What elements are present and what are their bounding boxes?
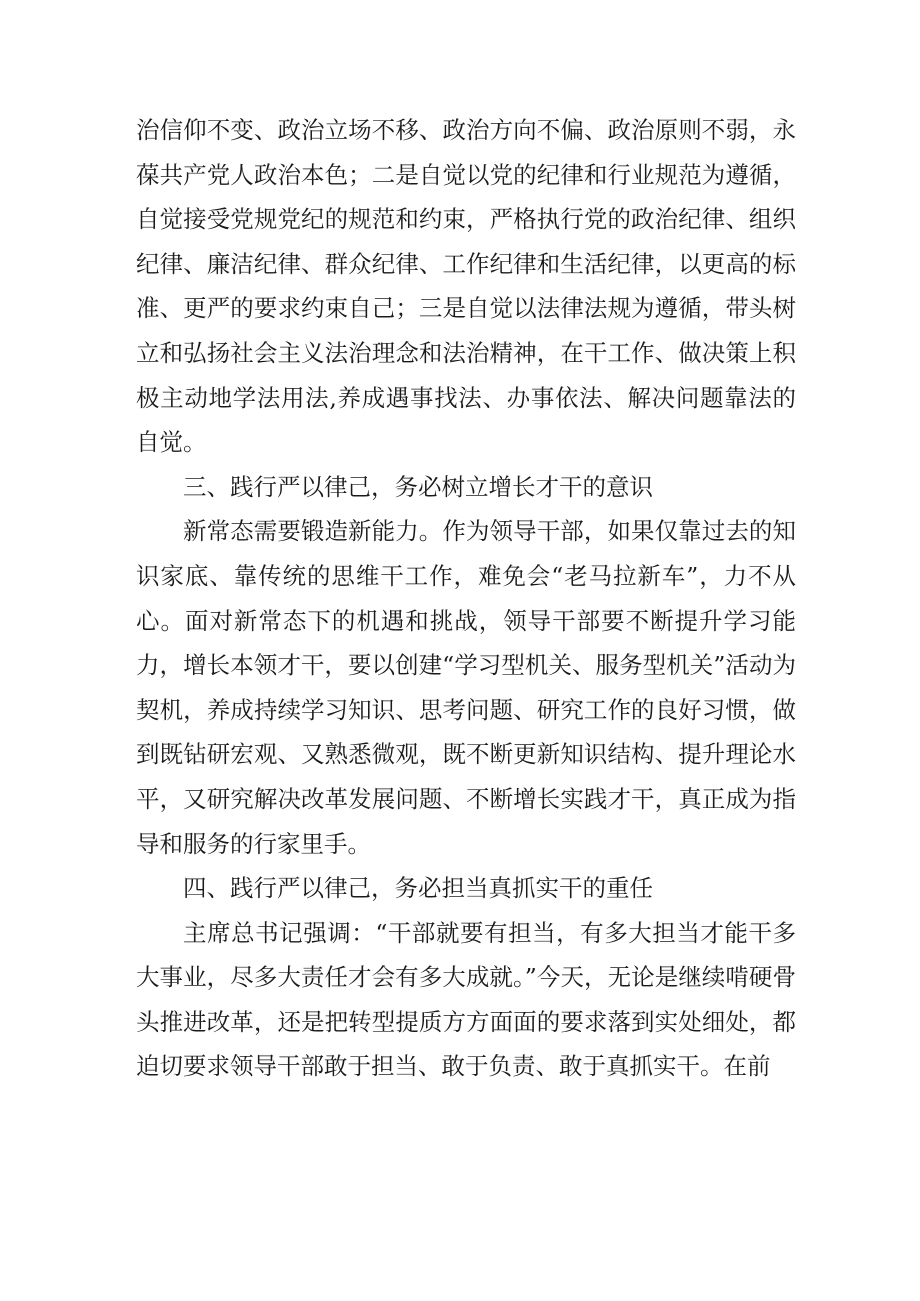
body-paragraph: 新常态需要锻造新能力。作为领导干部，如果仅靠过去的知识家底、靠传统的思维干工作，难免会“老马拉新车”，力不从心。面对新常态下的机遇和挑战，领导干部要不断提升学习能力，增长本领才干，要以创建“学习型机关、服务型机关”活动为契机，养成持续学习知识、思考问题、研究工作的良好习惯，做到既钻研宏观、又熟悉微观，既不断更新知识结构、提升理论水平，又研究解决改革发展问题、不断增长实践才干，真正成为指导和服务的行家里手。 <box>136 517 796 858</box>
document-body <box>136 108 796 1089</box>
body-paragraph: 治信仰不变、政治立场不移、政治方向不偏、政治原则不弱，永葆共产党人政治本色；二是自觉以党的纪律和行业规范为遵循，自觉接受党规党纪的规范和约束，严格执行党的政治纪律、组织纪律、廉洁纪律、群众纪律、工作纪律和生活纪律，以更高的标准、更严的要求约束自己；三是自觉以法律法规为遵循，带头树立和弘扬社会主义法治理念和法治精神，在干工作、做决策上积极主动地学法用法,养成遇事找法、办事依法、解决问题靠法的自觉。 <box>136 116 796 457</box>
section-heading-4: 四、践行严以律己，务必担当真抓实干的重任 <box>183 874 653 903</box>
body-paragraph: 主席总书记强调：“干部就要有担当，有多大担当才能干多大事业，尽多大责任才会有多大成就。”今天，无论是继续啃硬骨头推进改革，还是把转型提质方方面面的要求落到实处细处，都迫切要求领导干部敢于担当、敢于负责、敢于真抓实干。在前 <box>136 918 796 1081</box>
section-heading-3: 三、践行严以律己，务必树立增长才干的意识 <box>183 472 653 501</box>
